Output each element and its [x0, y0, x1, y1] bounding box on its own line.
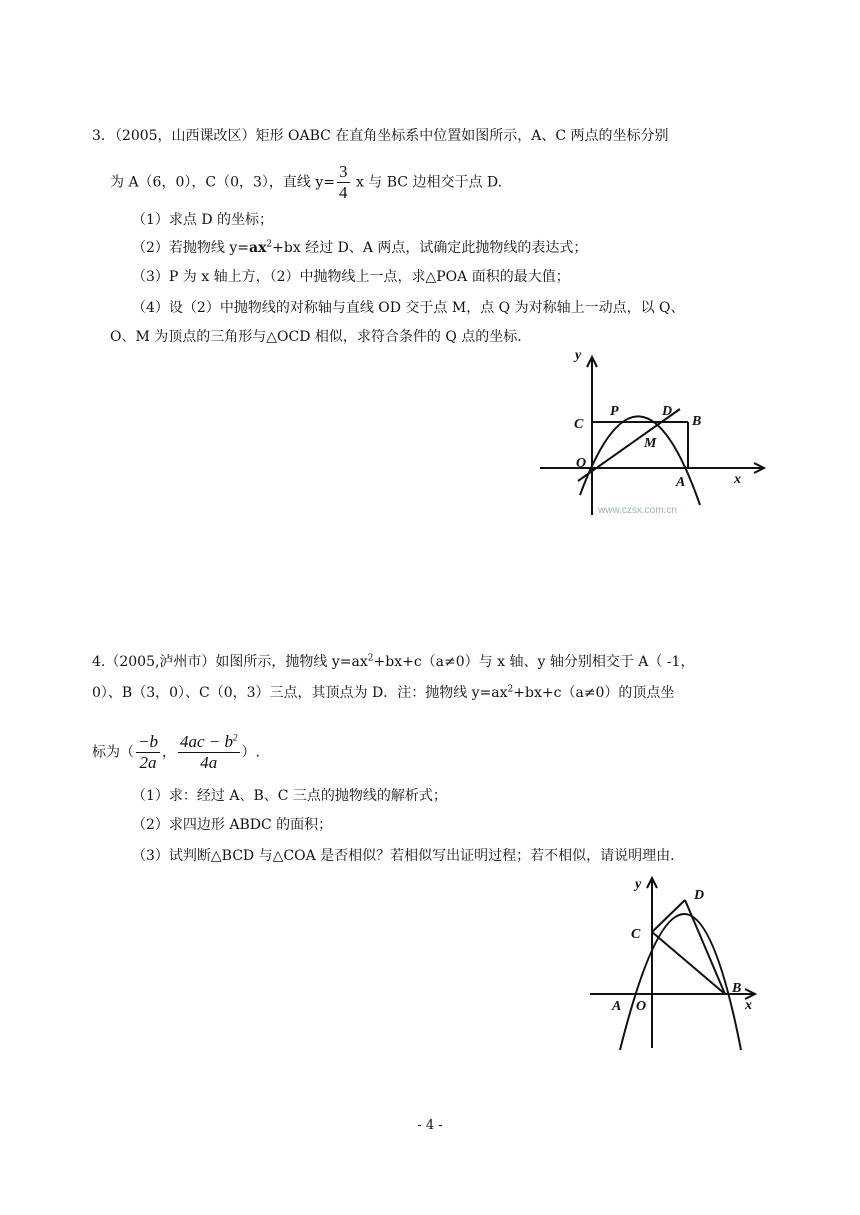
p4-line1-post: +bx+c（a≠0）与 x 轴、y 轴分别相交于 A（ -1， [373, 654, 695, 670]
p4-label-B: B [732, 981, 742, 996]
p3-q1: （1）求点 D 的坐标； [132, 212, 274, 228]
p4-line3 [92, 732, 260, 773]
p3-label-P: P [610, 404, 619, 419]
p4-frac2 [178, 732, 240, 773]
p3-label-y: y [575, 348, 582, 363]
p4-frac1-den: 2a [139, 753, 157, 772]
p4-label-y: y [635, 877, 642, 892]
p3-label-C: C [574, 417, 584, 432]
p4-figure [585, 868, 770, 1053]
p3-q4a: （4）设（2）中抛物线的对称轴与直线 OD 交于点 M，点 Q 为对称轴上一动点，以 Q、 [132, 300, 685, 316]
p3-line-OD [578, 409, 680, 481]
p3-label-B: B [692, 414, 702, 429]
p3-line2-post: x 与 BC 边相交于点 D. [351, 174, 503, 191]
p4-frac2-num-wrap [178, 732, 240, 753]
p4-label-x: x [745, 998, 752, 1013]
p4-line3-post: ）. [241, 744, 260, 761]
p3-fraction [337, 162, 350, 203]
p3-frac-num: 3 [339, 162, 348, 181]
p3-q2-post: +bx 经过 D、A 两点，试确定此抛物线的表达式； [272, 240, 588, 256]
p3-line2 [110, 162, 502, 203]
p3-label-M: M [644, 436, 657, 451]
p3-label-A: A [676, 475, 686, 490]
p3-q4b: O、M 为顶点的三角形与△OCD 相似，求符合条件的 Q 点的坐标. [110, 329, 522, 345]
p4-label-A: A [612, 999, 622, 1014]
p4-q2: （2）求四边形 ABDC 的面积； [132, 817, 333, 833]
p4-line2-sup: 2 [507, 684, 514, 695]
p4-segment-DB [685, 900, 725, 994]
p3-q2-sup: 2 [266, 239, 273, 250]
p4-q1: （1）求：经过 A、B、C 三点的抛物线的解析式； [132, 788, 447, 804]
p3-label-x: x [734, 472, 741, 487]
p4-frac1-num: −b [138, 732, 158, 751]
p4-line2-post: +bx+c（a≠0）的顶点坐 [513, 685, 675, 701]
p4-frac1 [136, 732, 160, 773]
p4-frac2-num: 4ac − b [179, 732, 234, 751]
p4-label-O: O [636, 999, 647, 1014]
p3-label-D: D [662, 404, 673, 419]
p3-watermark: www.czsx.com.cn [598, 505, 677, 516]
p3-frac-den: 4 [339, 183, 348, 202]
p4-line1 [92, 652, 694, 672]
p4-line3-pre: 标为（ [92, 744, 134, 761]
p3-line2-pre: 为 A（6，0），C（0，3），直线 y= [110, 174, 335, 191]
p3-figure [530, 345, 770, 525]
p3-q3: （3）P 为 x 轴上方，（2）中抛物线上一点，求△POA 面积的最大值； [132, 269, 570, 285]
p4-line2-pre: 0）、B（3，0）、C（0，3）三点，其顶点为 D．注：抛物线 y=ax [92, 685, 508, 701]
page-number: - 4 - [417, 1118, 443, 1133]
p4-line1-pre: 4.（2005,泸州市）如图所示，抛物线 y=ax [92, 654, 368, 670]
p4-segment-CD [652, 900, 685, 932]
p4-frac-sep: ， [161, 744, 176, 761]
p4-line1-sup: 2 [367, 653, 374, 664]
p4-label-D: D [694, 888, 705, 903]
p3-parabola [580, 416, 700, 505]
p4-frac2-den: 4a [200, 753, 218, 772]
p4-label-C: C [631, 927, 641, 942]
p3-label-O: O [576, 456, 587, 471]
p3-q2 [132, 238, 587, 258]
p4-q3: （3）试判断△BCD 与△COA 是否相似？若相似写出证明过程；若不相似，请说明理由. [132, 848, 675, 864]
p4-frac2-sup: 2 [233, 732, 238, 743]
p3-line1: 3．（2005，山西课改区）矩形 OABC 在直角坐标系中位置如图所示，A、C 两点的坐标分别 [92, 128, 669, 144]
p3-q2-ax: ax [249, 240, 267, 256]
p4-segment-CB [652, 932, 725, 994]
p3-q2-pre: （2）若抛物线 y= [132, 240, 249, 256]
p4-line2 [92, 683, 674, 703]
